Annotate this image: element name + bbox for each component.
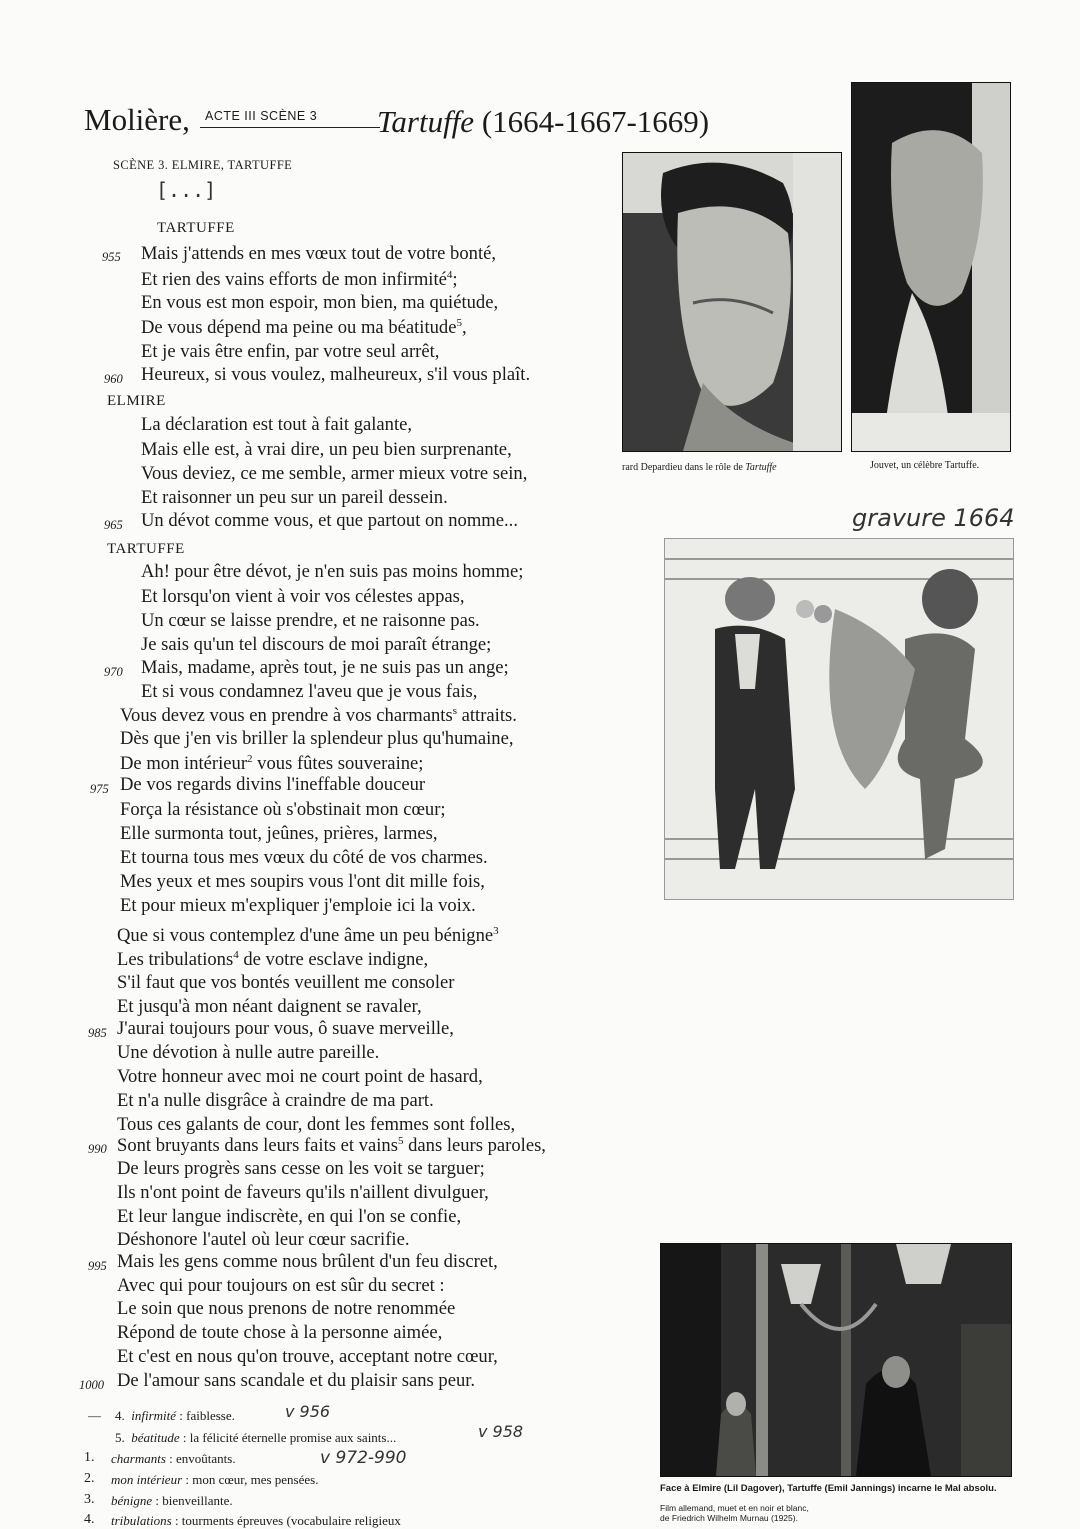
play-title — [377, 104, 709, 140]
verse-line: Un dévot comme vous, et que partout on nomme... — [141, 510, 518, 531]
act-underline — [200, 127, 380, 128]
verse-number: 965 — [104, 518, 123, 532]
verse-line: Et je vais être enfin, par votre seul arrêt, — [141, 341, 440, 362]
verse-line — [117, 1136, 546, 1156]
verse-line: S'il faut que vos bontés veuillent me consoler — [117, 972, 455, 993]
footnote-number: 5. — [115, 1430, 125, 1445]
verse-number: 990 — [88, 1142, 107, 1156]
verse-line: Votre honneur avec moi ne court point de hasard, — [117, 1066, 483, 1087]
caption-text: rard Depardieu dans le rôle de — [622, 462, 743, 473]
speaker-name: ELMIRE — [107, 393, 166, 409]
verse-line: La déclaration est tout à fait galante, — [141, 414, 413, 435]
verse-line: Mais, madame, après tout, je ne suis pas un ange; — [141, 657, 509, 678]
verse-line: Et si vous condamnez l'aveu que je vous fais, — [141, 681, 478, 702]
verse-line: Et n'a nulle disgrâce à craindre de ma part. — [117, 1090, 434, 1111]
footnote-number: 4. — [115, 1408, 125, 1423]
footnote-definition: : tourments épreuves (vocabulaire religieux — [174, 1513, 401, 1528]
verse-line-text: de votre esclave indigne, — [243, 949, 429, 971]
author-name: Molière, — [84, 102, 190, 137]
verse-line-text: Que si vous contemplez d'une âme un peu bénigne — [117, 925, 494, 947]
footnote-term: béatitude — [131, 1430, 180, 1445]
verse-line: Mais les gens comme nous brûlent d'un feu discret, — [117, 1251, 498, 1272]
film-caption: Face à Elmire (Lil Dagover), Tartuffe (Emil Jannings) incarne le Mal absolu. — [660, 1483, 997, 1494]
engraving-image — [664, 538, 1014, 900]
verse-line — [117, 950, 428, 970]
verse-line-text: Les tribulations — [117, 949, 234, 971]
act-scene-label: ACTE III SCÈNE 3 — [205, 109, 318, 123]
verse-line-text: De mon intérieur — [120, 753, 248, 775]
verse-line: En vous est mon espoir, mon bien, ma quiétude, — [141, 292, 499, 313]
verse-line — [117, 926, 499, 946]
footnote-definition: : bienveillante. — [155, 1493, 233, 1508]
footnote-definition: : faiblesse. — [179, 1408, 235, 1423]
verse-number: 975 — [90, 782, 109, 796]
verse-line-text: attraits. — [461, 705, 517, 727]
verse-line-text: dans leurs paroles, — [408, 1135, 546, 1157]
film-caption-line: de Friedrich Wilhelm Murnau (1925). — [660, 1513, 798, 1523]
verse-line: Déshonore l'autel où leur cœur sacrifie. — [117, 1229, 410, 1250]
play-dates: (1664-1667-1669) — [481, 104, 710, 139]
footnote-term: charmants — [111, 1451, 166, 1466]
verse-line: Mais j'attends en mes vœux tout de votre bonté, — [141, 243, 497, 264]
verse-number: 955 — [102, 250, 121, 264]
footnote-definition: : mon cœur, mes pensées. — [185, 1472, 319, 1487]
jouvet-caption: Jouvet, un célèbre Tartuffe. — [870, 460, 980, 471]
footnote-ref: 5 — [397, 1135, 404, 1147]
verse-line: Vous deviez, ce me semble, armer mieux votre sein, — [141, 463, 528, 484]
caption-play: Tartuffe — [745, 462, 777, 473]
verse-line-text: Sont bruyants dans leurs faits et vains — [117, 1135, 398, 1157]
verse-line: Mais elle est, à vrai dire, un peu bien surprenante, — [141, 439, 512, 460]
footnote — [111, 1451, 236, 1467]
verse-line: Le soin que nous prenons de notre renommée — [117, 1298, 456, 1319]
footnote-ref: 4 — [233, 949, 239, 961]
footnote — [115, 1430, 396, 1446]
verse-number: 970 — [104, 665, 123, 679]
footnote-ref: 3 — [493, 925, 499, 937]
footnote-number: 2. — [84, 1471, 95, 1486]
verse-line-text: Et rien des vains efforts de mon infirmité — [141, 269, 447, 291]
handwritten-note: v 956 — [285, 1402, 331, 1421]
verse-line: Força la résistance où s'obstinait mon cœur; — [120, 799, 446, 820]
verse-line: Une dévotion à nulle autre pareille. — [117, 1042, 380, 1063]
omission-mark: [...] — [156, 178, 217, 202]
verse-line: Mes yeux et mes soupirs vous l'ont dit mille fois, — [120, 871, 485, 892]
depardieu-photo — [622, 152, 842, 452]
footnote — [115, 1408, 235, 1424]
gravure-note: gravure 1664 — [852, 504, 1015, 532]
verse-line: De leurs progrès sans cesse on les voit se targuer; — [117, 1158, 485, 1179]
footnote-definition: : la félicité éternelle promise aux saints... — [182, 1430, 397, 1445]
handwritten-note: v 972-990 — [320, 1448, 407, 1468]
verse-line: Et pour mieux m'expliquer j'emploie ici la voix. — [120, 895, 476, 916]
verse-line: De l'amour sans scandale et du plaisir sans peur. — [117, 1370, 476, 1391]
verse-line: Un cœur se laisse prendre, et ne raisonne pas. — [141, 610, 480, 631]
footnote-number: 4. — [84, 1512, 95, 1527]
verse-line-text: Vous devez vous en prendre à vos charmants — [120, 705, 453, 727]
speaker-name: TARTUFFE — [107, 541, 185, 557]
verse-line: De vos regards divins l'ineffable douceur — [120, 774, 426, 795]
verse-line-text: De vous dépend ma peine ou ma béatitude — [141, 317, 457, 339]
portrait-image — [852, 83, 1010, 451]
verse-line: Et jusqu'à mon néant daignent se ravaler, — [117, 996, 422, 1017]
film-caption-line: Film allemand, muet et en noir et blanc, — [660, 1503, 809, 1513]
depardieu-caption — [622, 462, 777, 473]
handwritten-note: v 958 — [478, 1422, 524, 1441]
engraving-illustration — [665, 539, 1013, 899]
verse-line: Dès que j'en vis briller la splendeur plus qu'humaine, — [120, 728, 514, 749]
verse-number: 985 — [88, 1026, 107, 1040]
speaker-name: TARTUFFE — [157, 220, 235, 236]
verse-line: J'aurai toujours pour vous, ô suave merveille, — [117, 1018, 454, 1039]
footnote-ref: 4 — [446, 269, 453, 281]
portrait-image — [623, 153, 841, 451]
verse-line: De vous dépend ma peine ou ma béatitude$^5$, — [141, 317, 467, 339]
footnote-number: 3. — [84, 1492, 95, 1507]
footnote-term: bénigne — [111, 1493, 153, 1508]
verse-line: Et c'est en nous qu'on trouve, acceptant notre cœur, — [117, 1346, 498, 1367]
footnote-term: infirmité — [131, 1408, 177, 1423]
verse-line: Et rien des vains efforts de mon infirmité$^4$; — [141, 269, 458, 291]
jouvet-photo — [851, 82, 1011, 452]
verse-line: Et leur langue indiscrète, en qui l'on se confie, — [117, 1206, 462, 1227]
play-name: Tartuffe — [377, 104, 475, 139]
verse-line: Je sais qu'un tel discours de moi paraît étrange; — [141, 634, 492, 655]
verse-line: Elle surmonta tout, jeûnes, prières, larmes, — [120, 823, 438, 844]
verse-line: Ah! pour être dévot, je n'en suis pas moins homme; — [141, 561, 524, 582]
verse-line: Et raisonner un peu sur un pareil dessein. — [141, 487, 448, 508]
verse-line — [120, 706, 517, 726]
footnote-number: 1. — [84, 1450, 95, 1465]
footnote-definition: : envoûtants. — [169, 1451, 236, 1466]
verse-number: 995 — [88, 1259, 107, 1273]
verse-line: Et tourna tous mes vœux du côté de vos charmes. — [120, 847, 488, 868]
verse-line: Tous ces galants de cour, dont les femmes sont folles, — [117, 1114, 516, 1135]
footnote-ref: s — [452, 705, 457, 717]
footnote — [111, 1472, 318, 1488]
verse-line — [120, 754, 423, 774]
footnote — [111, 1513, 401, 1529]
scene-heading: SCÈNE 3. ELMIRE, TARTUFFE — [113, 158, 293, 172]
verse-line: Et lorsqu'on vient à voir vos célestes appas, — [141, 586, 465, 607]
verse-number: 1000 — [79, 1378, 104, 1392]
verse-number: 960 — [104, 372, 123, 386]
verse-line: Répond de toute chose à la personne aimée, — [117, 1322, 443, 1343]
verse-line-text: vous fûtes souveraine; — [257, 753, 424, 775]
verse-line: Heureux, si vous voulez, malheureux, s'il vous plaît. — [141, 364, 531, 385]
footnote-ref: 2 — [247, 753, 253, 765]
footnote — [111, 1493, 233, 1509]
film-still-photo — [660, 1243, 1012, 1477]
footnote-dash: — — [88, 1408, 101, 1423]
verse-line: Ils n'ont point de faveurs qu'ils n'aillent divulguer, — [117, 1182, 489, 1203]
verse-line: Avec qui pour toujours on est sûr du secret : — [117, 1275, 445, 1296]
footnote-ref: 5 — [456, 317, 462, 329]
footnote-term: tribulations — [111, 1513, 172, 1528]
film-still-image — [661, 1244, 1011, 1476]
footnote-term: mon intérieur — [111, 1472, 183, 1487]
